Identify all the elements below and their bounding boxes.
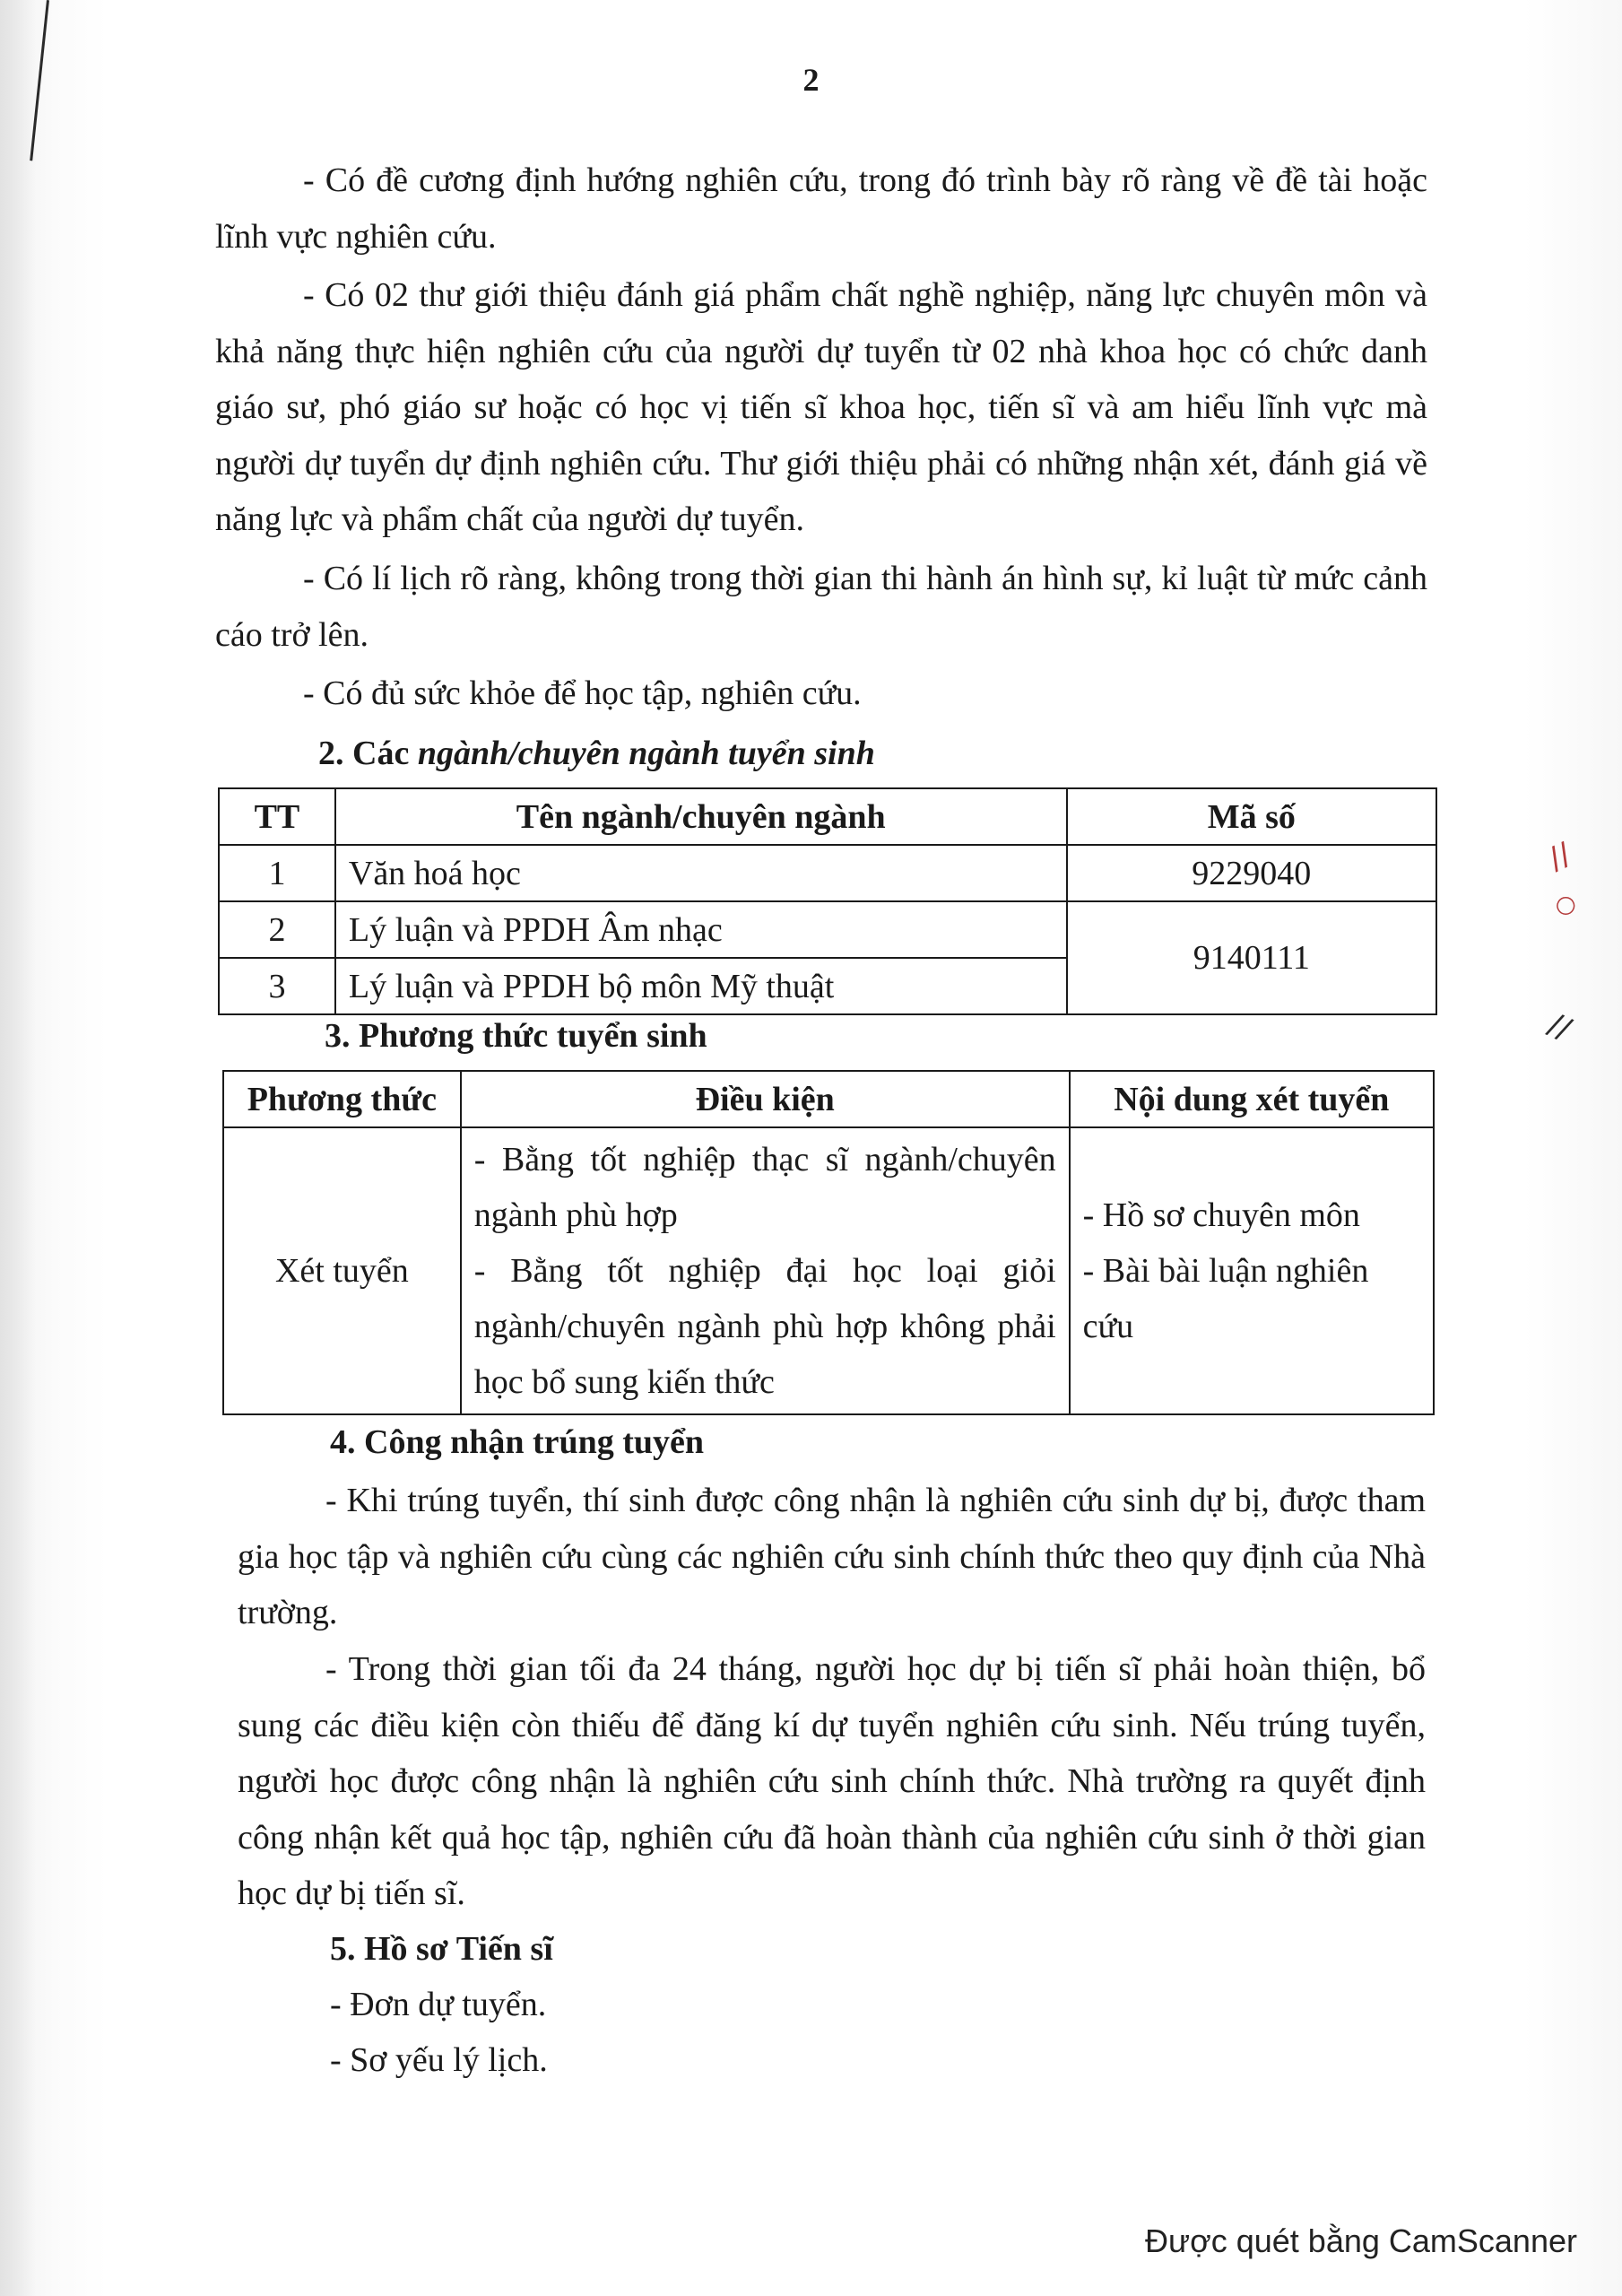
paragraph-health: - Có đủ sức khỏe để học tập, nghiên cứu.: [303, 674, 862, 712]
content-item: - Bài bài luận nghiên cứu: [1082, 1252, 1369, 1345]
camscanner-watermark: Được quét bằng CamScanner: [1145, 2222, 1577, 2259]
condition-item: - Bằng tốt nghiệp đại học loại giỏi ngành/chuyên ngành phù hợp không phải học bổ sung kiến thức: [473, 1252, 1056, 1401]
conditions-cell: [461, 1127, 1070, 1414]
side-stamp-mark: ○: [1553, 895, 1581, 917]
list-item: - Đơn dự tuyển.: [330, 1986, 547, 2023]
method-cell: Xét tuyển: [223, 1127, 461, 1414]
admission-method-table: [222, 1070, 1435, 1415]
page-number: 2: [802, 62, 820, 98]
row-tt: 3: [219, 958, 335, 1014]
section-4-heading: 4. Công nhận trúng tuyển: [330, 1423, 705, 1461]
content-item: - Hồ sơ chuyên môn: [1082, 1196, 1360, 1234]
header-code: Mã số: [1067, 788, 1436, 845]
content-cell: [1070, 1127, 1434, 1414]
header-tt: TT: [219, 788, 335, 845]
table-row: [223, 1127, 1434, 1414]
section-3-heading: 3. Phương thức tuyển sinh: [325, 1017, 707, 1055]
row-name: Lý luận và PPDH Âm nhạc: [335, 901, 1067, 958]
row-code-shared: 9140111: [1067, 901, 1436, 1014]
table-row: [219, 845, 1436, 901]
row-name: Văn hoá học: [335, 845, 1067, 901]
list-item: - Sơ yếu lý lịch.: [330, 2041, 548, 2079]
paragraph-admission-recognition: - Khi trúng tuyển, thí sinh được công nhận là nghiên cứu sinh dự bị, được tham gia học tập và nghiên cứu cùng các nghiên cứu sinh chính thức theo quy định của Nhà trường.: [238, 1482, 1426, 1631]
row-name: Lý luận và PPDH bộ môn Mỹ thuật: [335, 958, 1067, 1014]
paragraph-research-outline: - Có đề cương định hướng nghiên cứu, trong đó trình bày rõ ràng về đề tài hoặc lĩnh vực nghiên cứu.: [215, 161, 1427, 256]
table-row: [219, 901, 1436, 958]
scan-edge-shadow: [0, 0, 36, 2296]
condition-item: - Bằng tốt nghiệp thạc sĩ ngành/chuyên ngành phù hợp: [473, 1141, 1056, 1234]
section-5-heading: 5. Hồ sơ Tiến sĩ: [330, 1930, 553, 1968]
header-name: Tên ngành/chuyên ngành: [335, 788, 1067, 845]
section-2-heading: 2. Các ngành/chuyên ngành tuyển sinh: [318, 735, 875, 772]
method-table-header: [223, 1071, 1434, 1127]
row-tt: 2: [219, 901, 335, 958]
header-content: Nội dung xét tuyển: [1070, 1071, 1434, 1127]
side-pen-mark: //: [1542, 1006, 1577, 1048]
paragraph-recommendation-letters: - Có 02 thư giới thiệu đánh giá phẩm chất nghề nghiệp, năng lực chuyên môn và khả năng thực hiện nghiên cứu của người dự tuyển từ 02 nhà khoa học có chức danh giáo sư, phó giáo sư hoặc có học vị tiến sĩ khoa học, tiến sĩ và am hiểu lĩnh vực mà người dự tuyển dự định nghiên cứu. Thư giới thiệu phải có những nhận xét, đánh giá về năng lực và phẩm chất của người dự tuyển.: [215, 276, 1427, 538]
side-stamp-mark: //: [1542, 836, 1577, 877]
paragraph-background: - Có lí lịch rõ ràng, không trong thời gian thi hành án hình sự, kỉ luật từ mức cảnh cáo trở lên.: [215, 560, 1427, 654]
row-code: 9229040: [1067, 845, 1436, 901]
row-tt: 1: [219, 845, 335, 901]
header-conditions: Điều kiện: [461, 1071, 1070, 1127]
paragraph-24-months: - Trong thời gian tối đa 24 tháng, người học dự bị tiến sĩ phải hoàn thiện, bổ sung các điều kiện còn thiếu để đăng kí dự tuyển nghiên cứu sinh. Nếu trúng tuyển, người học được công nhận là nghiên cứu sinh chính thức. Nhà trường ra quyết định công nhận kết quả học tập, nghiên cứu đã hoàn thành của nghiên cứu sinh ở thời gian học dự bị tiến sĩ.: [238, 1650, 1426, 1912]
majors-table-header: [219, 788, 1436, 845]
header-method: Phương thức: [223, 1071, 461, 1127]
majors-table: [218, 787, 1437, 1015]
